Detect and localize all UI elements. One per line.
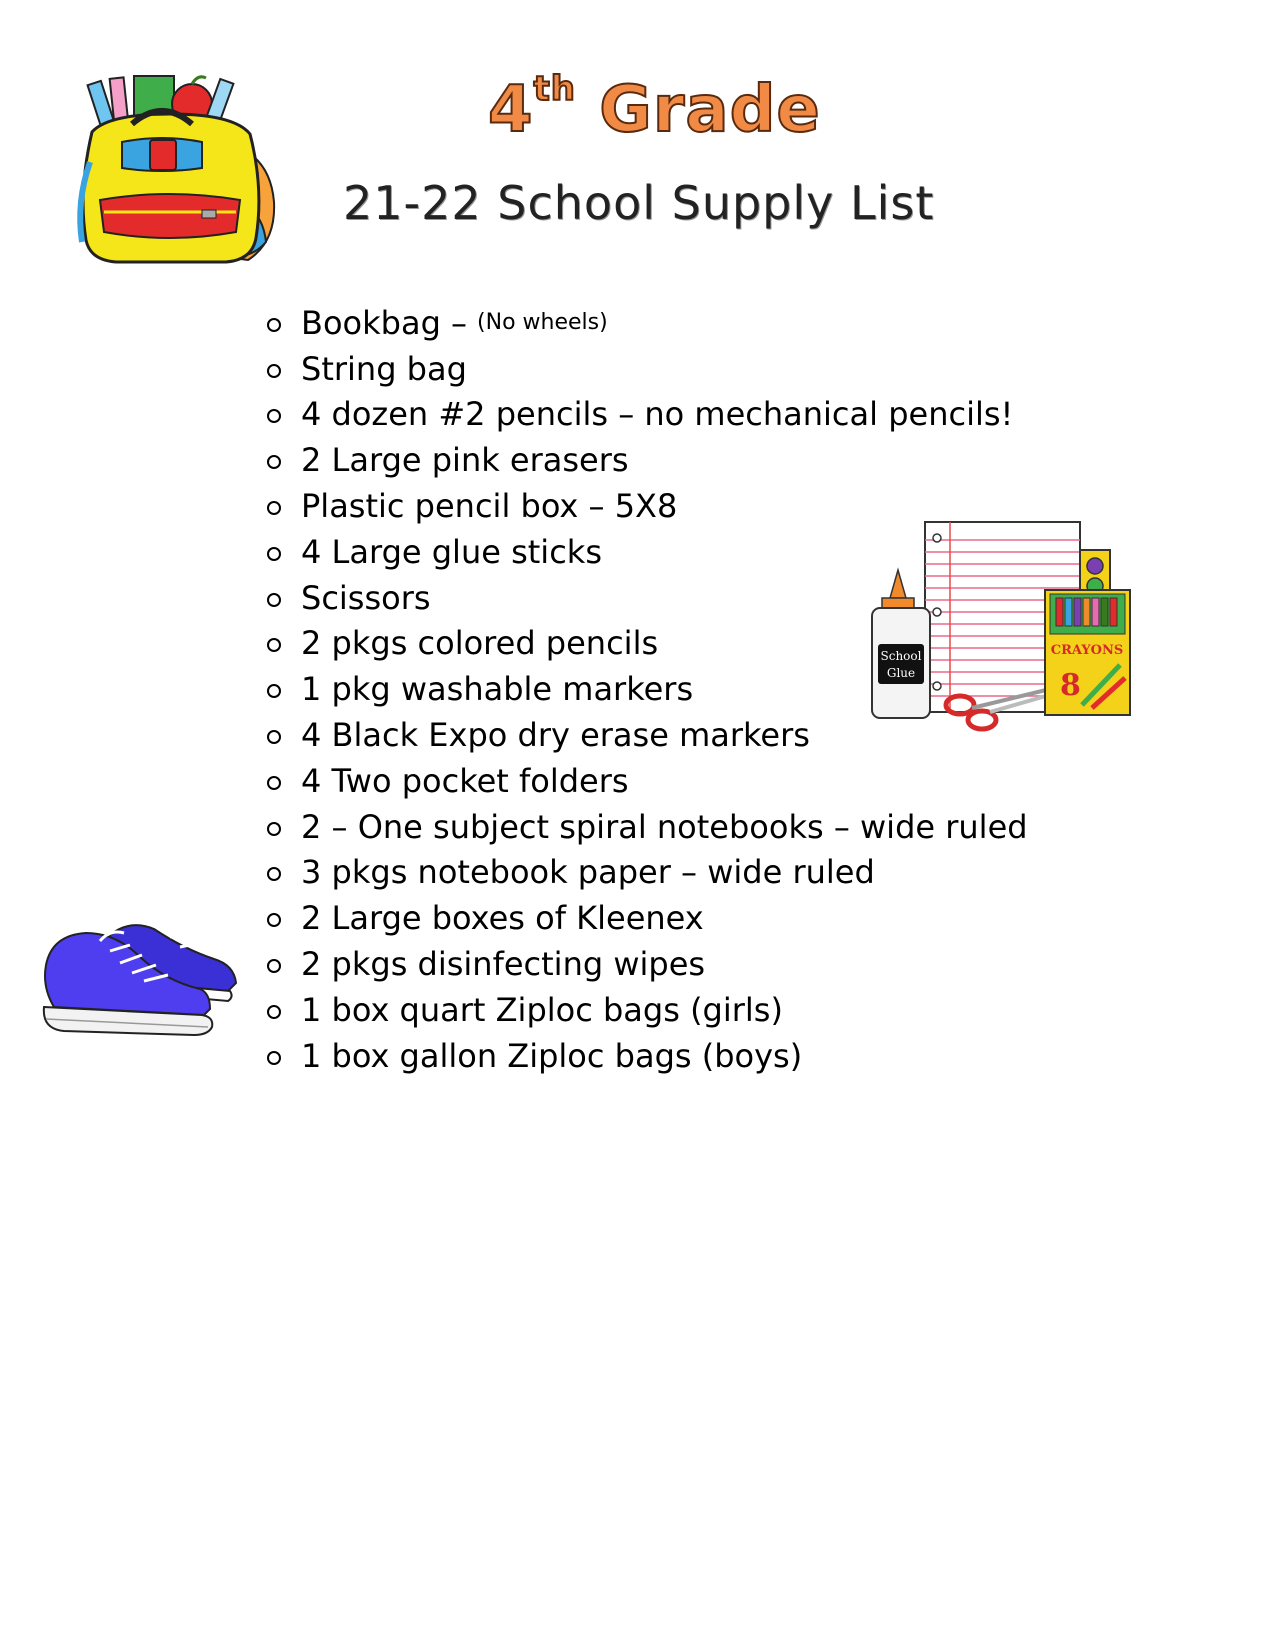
list-item <box>267 1033 1028 1079</box>
list-item-text: 4 Large glue sticks <box>301 532 602 571</box>
list-item-text: 2 Large boxes of Kleenex <box>301 899 704 938</box>
list-item <box>267 346 1028 392</box>
glue-label-line1: School <box>880 649 922 663</box>
bullet-circle-icon <box>267 409 281 423</box>
bullet-circle-icon <box>267 318 281 332</box>
bullet-circle-icon <box>267 684 281 698</box>
list-item-text: 3 pkgs notebook paper – wide ruled <box>301 853 875 892</box>
list-item-text: Scissors <box>301 578 431 617</box>
list-item-text: 1 pkg washable markers <box>301 670 694 709</box>
list-item-note: (No wheels) <box>477 310 608 336</box>
bullet-circle-icon <box>267 867 281 881</box>
bullet-circle-icon <box>267 730 281 744</box>
list-item-text: 2 Large pink erasers <box>301 441 629 480</box>
list-item <box>267 804 1028 850</box>
list-item-text: Bookbag – <box>301 303 468 342</box>
list-item-text: 4 dozen #2 pencils – no mechanical pencils! <box>301 395 1014 434</box>
title-ordinal-suffix: th <box>533 69 576 109</box>
crayon-box-label: CRAYONS <box>1050 643 1124 658</box>
list-item <box>267 987 1028 1033</box>
list-item <box>267 437 1028 483</box>
backpack-icon <box>72 72 282 267</box>
bullet-circle-icon <box>267 913 281 927</box>
sneakers-icon <box>40 915 240 1040</box>
bullet-circle-icon <box>267 959 281 973</box>
list-item-text: 1 box gallon Ziploc bags (boys) <box>301 1036 803 1075</box>
title-number: 4 <box>488 73 534 147</box>
page-subtitle: 21-22 School Supply List <box>343 176 935 230</box>
list-item-text: String bag <box>301 349 467 388</box>
bullet-circle-icon <box>267 593 281 607</box>
bullet-circle-icon <box>267 364 281 378</box>
list-item <box>267 895 1028 941</box>
crayon-box-count: 8 <box>1060 668 1081 703</box>
list-item <box>267 941 1028 987</box>
bullet-circle-icon <box>267 1005 281 1019</box>
list-item-text: 2 pkgs disinfecting wipes <box>301 945 706 984</box>
list-item <box>267 758 1028 804</box>
bullet-circle-icon <box>267 547 281 561</box>
title-word: Grade <box>599 73 821 147</box>
bullet-circle-icon <box>267 822 281 836</box>
list-item-text: 2 pkgs colored pencils <box>301 624 659 663</box>
bullet-circle-icon <box>267 1051 281 1065</box>
list-item <box>267 850 1028 896</box>
list-item-text: 1 box quart Ziploc bags (girls) <box>301 990 783 1029</box>
school-supplies-icon <box>870 520 1135 745</box>
glue-label-line2: Glue <box>886 666 916 680</box>
list-item <box>267 300 1028 346</box>
list-item-text: 4 Two pocket folders <box>301 761 629 800</box>
bullet-circle-icon <box>267 455 281 469</box>
bullet-circle-icon <box>267 776 281 790</box>
bullet-circle-icon <box>267 638 281 652</box>
page-title <box>488 69 821 147</box>
list-item-text: 4 Black Expo dry erase markers <box>301 716 810 755</box>
bullet-circle-icon <box>267 501 281 515</box>
list-item-text: Plastic pencil box – 5X8 <box>301 487 678 526</box>
list-item <box>267 392 1028 438</box>
list-item-text: 2 – One subject spiral notebooks – wide ruled <box>301 807 1028 846</box>
